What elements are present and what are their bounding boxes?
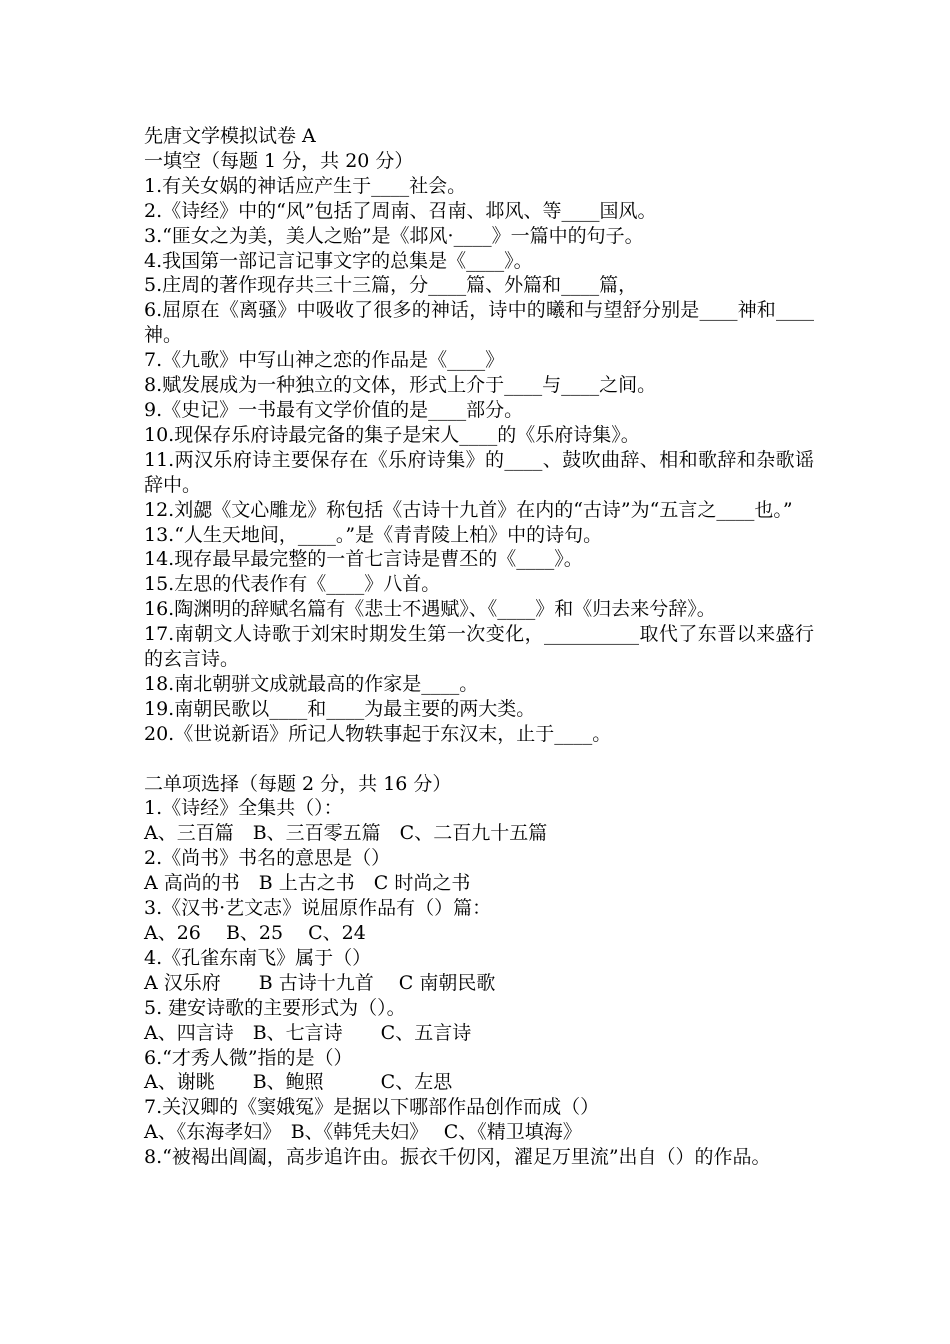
- fill-question-4: 4.我国第一部记言记事文字的总集是《____》。: [144, 249, 533, 272]
- choice-question-5: 5. 建安诗歌的主要形式为（）。: [144, 996, 406, 1019]
- fill-question-3: 3.“匪女之为美，美人之贻”是《邶风·____》一篇中的句子。: [144, 224, 644, 247]
- section2-heading: 二单项选择（每题 2 分，共 16 分）: [144, 772, 452, 795]
- fill-question-2: 2.《诗经》中的“风”包括了周南、召南、邶风、等____国风。: [144, 199, 657, 222]
- exam-title: 先唐文学模拟试卷 A: [144, 125, 316, 147]
- choice-question-8: 8.“被褐出阊阖，高步追许由。振衣千仞冈，濯足万里流”出自（）的作品。: [144, 1146, 771, 1169]
- fill-question-9: 9.《史记》一书最有文学价值的是____部分。: [144, 398, 524, 421]
- fill-question-14: 14.现存最早最完整的一首七言诗是曹丕的《____》。: [144, 548, 583, 571]
- choice-options-1: A、三百篇 B、三百零五篇 C、二百九十五篇: [144, 822, 548, 845]
- choice-question-4: 4.《孔雀东南飞》属于（）: [144, 946, 372, 969]
- exam-paper: [144, 124, 814, 1170]
- choice-question-2: 2.《尚书》书名的意思是（）: [144, 847, 391, 870]
- fill-question-13: 13.“人生天地间，____。”是《青青陵上柏》中的诗句。: [144, 523, 603, 546]
- fill-question-16: 16.陶渊明的辞赋名篇有《悲士不遇赋》、《____》和《归去来兮辞》。: [144, 598, 716, 621]
- choice-options-7: A、《东海孝妇》 B、《韩凭夫妇》 C、《精卫填海》: [144, 1121, 582, 1144]
- fill-question-17: 17.南朝文人诗歌于刘宋时期发生第一次变化，__________取代了东晋以来盛行的玄言诗。: [144, 623, 814, 671]
- fill-question-12: 12.刘勰《文心雕龙》称包括《古诗十九首》在内的“古诗”为“五言之____也。”: [144, 498, 793, 521]
- fill-question-11: 11.两汉乐府诗主要保存在《乐府诗集》的____、鼓吹曲辞、相和歌辞和杂歌谣辞中。: [144, 448, 814, 496]
- choice-question-1: 1.《诗经》全集共（）：: [144, 797, 343, 820]
- choice-options-2: A 高尚的书 B 上古之书 C 时尚之书: [144, 872, 471, 895]
- choice-options-6: A、谢眺 B、鲍照 C、左思: [144, 1071, 453, 1094]
- fill-question-6: 6.屈原在《离骚》中吸收了很多的神话，诗中的曦和与望舒分别是____神和____神。: [144, 299, 814, 347]
- choice-question-3: 3.《汉书·艺文志》说屈原作品有（）篇：: [144, 897, 492, 920]
- fill-question-8: 8.赋发展成为一种独立的文体，形式上介于____与____之间。: [144, 374, 657, 397]
- fill-question-19: 19.南朝民歌以____和____为最主要的两大类。: [144, 697, 536, 720]
- fill-question-15: 15.左思的代表作有《____》八首。: [144, 573, 441, 596]
- choice-options-4: A 汉乐府 B 古诗十九首 C 南朝民歌: [144, 971, 496, 994]
- section-spacer: [144, 747, 814, 772]
- fill-question-1: 1.有关女娲的神话应产生于____社会。: [144, 174, 467, 197]
- choice-options-5: A、四言诗 B、七言诗 C、五言诗: [144, 1021, 472, 1044]
- fill-question-20: 20.《世说新语》所记人物轶事起于东汉末，止于____。: [144, 722, 612, 745]
- fill-question-7: 7.《九歌》中写山神之恋的作品是《____》: [144, 349, 505, 372]
- fill-question-5: 5.庄周的著作现存共三十三篇，分____篇、外篇和____篇，: [144, 274, 638, 297]
- section1-heading: 一填空（每题 1 分，共 20 分）: [144, 149, 414, 172]
- choice-options-3: A、26 B、25 C、24: [144, 921, 366, 944]
- choice-question-6: 6.“才秀人微”指的是（）: [144, 1046, 353, 1069]
- fill-question-10: 10.现保存乐府诗最完备的集子是宋人____的《乐府诗集》。: [144, 423, 640, 446]
- choice-question-7: 7.关汉卿的《窦娥冤》是据以下哪部作品创作而成（）: [144, 1096, 600, 1119]
- fill-question-18: 18.南北朝骈文成就最高的作家是____。: [144, 672, 479, 695]
